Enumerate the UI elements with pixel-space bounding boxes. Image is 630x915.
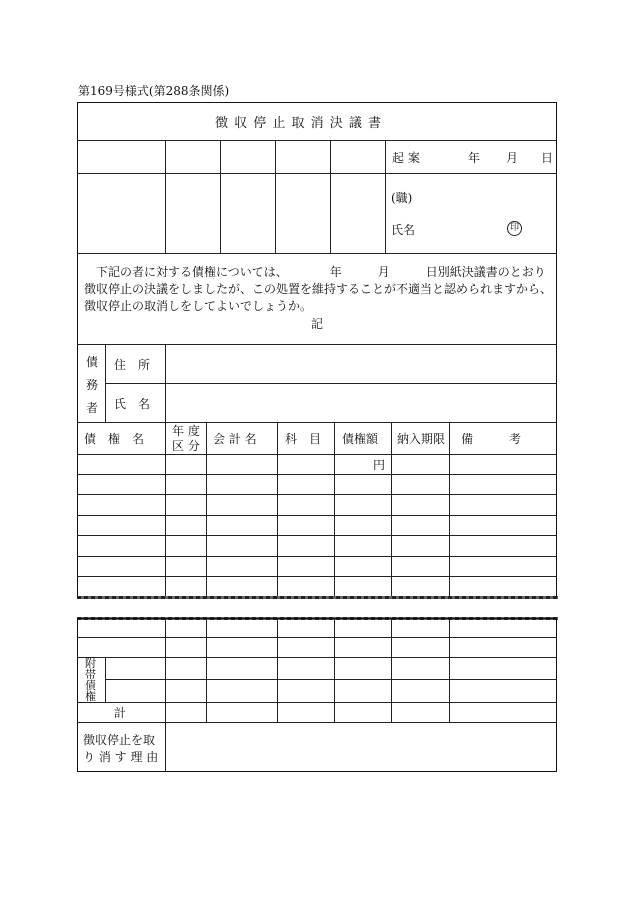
reason-label-line1: 徴収停止を取 [83, 733, 156, 747]
seal-mark: 印 [507, 221, 522, 236]
name-label: 氏 名 [114, 397, 151, 411]
debtor-label-sai: 債 [86, 355, 99, 369]
header-nendo-line1: 年 度 [172, 424, 200, 438]
kian-year-label: 年 [468, 151, 481, 165]
debtor-label-sha: 者 [86, 401, 99, 415]
header-nonyu-kigen: 納入期限 [397, 432, 446, 446]
kian-day-label: 日 [541, 151, 554, 165]
ki-label: 記 [311, 317, 324, 331]
tear-line-upper [77, 596, 558, 599]
header-nendo-line2: 区 分 [172, 439, 200, 453]
yen-unit: 円 [373, 458, 386, 472]
header-kaikei-mei: 会 計 名 [213, 432, 257, 446]
reason-label-line2: り 消 す 理 由 [83, 750, 159, 764]
fuitai-saiken-label: 附帯債権 [85, 657, 96, 703]
form-main-frame [77, 102, 557, 598]
document-title: 徴 収 停 止 取 消 決 議 書 [215, 116, 383, 131]
debtor-label-mu: 務 [86, 378, 99, 392]
header-kamoku: 科 目 [285, 432, 322, 446]
shoku-label: (職) [391, 191, 413, 205]
total-label: 計 [114, 706, 127, 720]
header-saiken-gaku: 債権額 [342, 432, 379, 446]
shimei-label: 氏名 [391, 223, 416, 237]
header-saiken-mei: 債 権 名 [84, 432, 145, 446]
form-lower-frame [77, 618, 557, 772]
kian-label: 起 案 [392, 151, 420, 165]
kian-month-label: 月 [506, 151, 519, 165]
form-number-header: 第169号様式(第288条関係) [78, 84, 230, 98]
resolution-body-text: 下記の者に対する債権については、 年 月 日別紙決議書のとおり徴収停止の決議をしましたが、この処置を維持することが不適当と認められますから、徴収停止の取消しをしてよいでしょうか。 [84, 265, 553, 313]
header-biko: 備 考 [461, 432, 522, 446]
address-label: 住 所 [114, 358, 151, 372]
